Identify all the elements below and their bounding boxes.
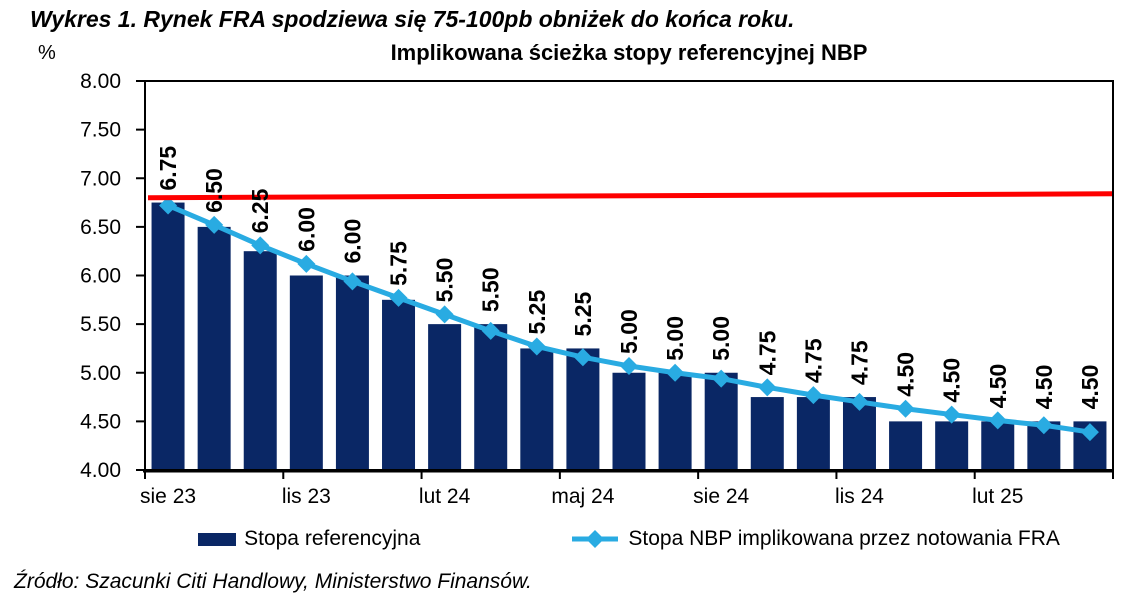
bar-data-label: 5.25	[523, 289, 550, 335]
x-axis-label: sie 23	[140, 485, 197, 508]
x-axis-label: lut 25	[972, 485, 1024, 508]
y-axis-label: 4.00	[80, 459, 121, 482]
bar-data-label: 5.00	[708, 315, 735, 361]
bar	[613, 373, 646, 470]
bar	[935, 421, 968, 470]
x-axis-label: sie 24	[693, 485, 750, 508]
bar	[382, 300, 415, 470]
y-axis-label: 4.50	[80, 410, 121, 434]
chart-legend	[145, 524, 1113, 554]
bar-data-label: 5.00	[662, 315, 689, 361]
line-marker-diamond-icon	[297, 255, 315, 273]
line-marker-diamond-icon	[436, 305, 454, 323]
bar	[659, 373, 692, 470]
legend-bar-swatch	[198, 533, 236, 546]
bar-data-label: 4.75	[846, 340, 873, 386]
legend-item-fra-implied	[570, 527, 1060, 551]
bar	[244, 251, 277, 470]
bar	[428, 324, 461, 470]
bar-data-label: 4.75	[800, 338, 827, 384]
y-axis-label: 6.50	[80, 215, 121, 239]
bar	[520, 348, 553, 470]
bar	[474, 324, 507, 470]
chart-title: Implikowana ścieżka stopy referencyjnej NBP	[390, 40, 868, 65]
red-reference-line	[148, 194, 1113, 198]
bar-data-label: 5.50	[431, 257, 458, 303]
bar-data-label: 5.00	[616, 309, 642, 354]
x-axis-label: lis 23	[281, 485, 331, 508]
y-axis-unit-label: %	[38, 42, 56, 64]
bar	[797, 397, 830, 470]
legend-label-fra-implied: Stopa NBP implikowana przez notowania FRA	[628, 527, 1060, 550]
bar-data-label: 4.50	[1076, 364, 1103, 410]
bar-data-label: 6.75	[155, 145, 182, 191]
legend-line-diamond-icon	[570, 529, 620, 549]
bar-data-label: 4.50	[1030, 364, 1057, 410]
bar	[751, 397, 784, 470]
bar-data-label: 5.75	[385, 241, 412, 286]
x-axis-label: lis 24	[834, 485, 884, 508]
y-axis-label: 6.00	[80, 264, 121, 288]
bar-data-label: 4.50	[892, 351, 919, 397]
bar-data-label: 5.25	[569, 291, 596, 337]
y-axis-label: 8.00	[80, 70, 121, 93]
bar-data-label: 5.50	[477, 267, 504, 313]
bar-data-label: 4.50	[938, 357, 965, 403]
bar-data-label: 4.50	[984, 363, 1011, 409]
bar	[889, 421, 922, 470]
line-marker-diamond-icon	[620, 357, 638, 375]
bar-data-label: 6.25	[247, 188, 274, 234]
line-marker-diamond-icon	[897, 400, 915, 418]
figure-heading: Wykres 1. Rynek FRA spodziewa się 75-100pb obniżek do końca roku.	[30, 6, 795, 32]
bar	[290, 276, 323, 471]
bar	[566, 348, 599, 470]
y-axis-label: 5.00	[80, 361, 121, 385]
bar-data-label: 6.00	[293, 207, 320, 252]
line-marker-diamond-icon	[758, 378, 776, 396]
x-axis-label: lut 24	[418, 485, 471, 508]
bar	[152, 203, 185, 470]
line-marker-diamond-icon	[943, 406, 961, 424]
source-note: Źródło: Szacunki Citi Handlowy, Ministerstwo Finansów.	[14, 570, 532, 593]
bar-data-label: 6.50	[201, 168, 228, 213]
y-axis-label: 5.50	[80, 313, 121, 337]
bar-data-label: 4.75	[754, 330, 781, 376]
bar-data-label: 6.00	[339, 218, 366, 264]
bar	[198, 227, 231, 470]
x-axis-label: maj 24	[551, 485, 615, 508]
y-axis-label: 7.00	[80, 167, 121, 191]
legend-label-reference-rate: Stopa referencyjna	[244, 527, 421, 550]
legend-item-reference-rate	[198, 527, 420, 551]
bar	[336, 276, 369, 471]
y-axis-label: 7.50	[80, 118, 121, 142]
